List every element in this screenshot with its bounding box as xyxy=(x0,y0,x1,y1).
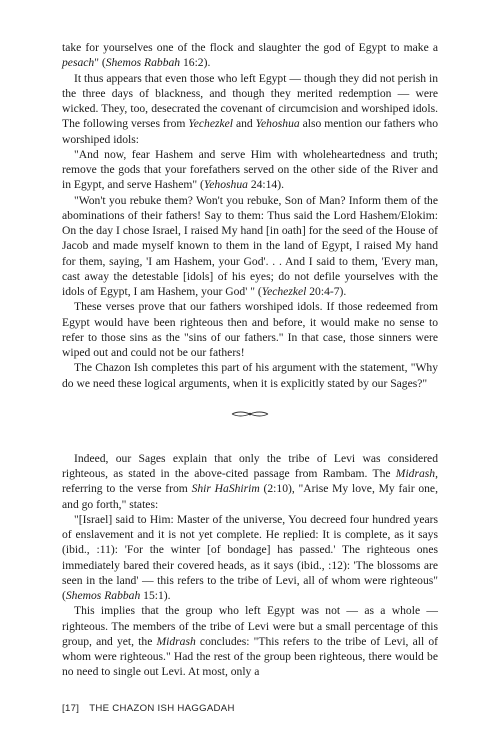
paragraph xyxy=(62,147,438,193)
text-run: concludes: "This refers to the tribe of Levi, all of whom were righteous." Had the rest of the group been righteous, there would be no need to single out Levi. At most, only a xyxy=(62,634,438,679)
text-run: take for yourselves one of the flock and slaughter the god of Egypt to make a xyxy=(62,41,438,54)
text-run: (2:10), "Arise My love, My fair one, and go forth," states: xyxy=(62,482,438,511)
section-divider-ornament xyxy=(62,407,438,417)
italic-text: Yechezkel xyxy=(261,285,307,298)
text-run: 20:4-7). xyxy=(306,285,347,298)
text-run: 15:1). xyxy=(140,589,171,602)
text-run: Indeed, our Sages explain that only the tribe of Levi was considered righteous, as stated in the above-cited passage from Rambam. The xyxy=(62,451,438,480)
text-section-top xyxy=(62,40,438,391)
italic-text: Yechezkel xyxy=(188,117,234,131)
italic-text: Shemos Rabbah xyxy=(105,56,181,70)
text-run: It thus appears that even those who left Egypt — though they did not perish in the three days of blackness, and though they merited redemption — were wicked. They, too, desecrated the covenant of circumcision and worshiped idols. The following verses from xyxy=(62,71,438,131)
page-footer xyxy=(62,703,235,714)
italic-text: Yehoshua xyxy=(255,117,300,131)
text-run: also mention our fathers who worshiped idols: xyxy=(62,117,439,146)
italic-text: Midrash xyxy=(156,634,196,648)
italic-text: Yehoshua xyxy=(203,178,248,192)
paragraph xyxy=(62,71,438,147)
paragraph xyxy=(62,512,438,604)
page-body xyxy=(62,40,438,680)
paragraph xyxy=(62,299,438,360)
paragraph xyxy=(62,603,438,679)
text-run: These verses prove that our fathers worshiped idols. If those redeemed from Egypt would have been righteous then and before, it would make no sense to refer to those sins as the "sins of our fathers." In that case, those sinners were wiped out and could not be our fathers! xyxy=(62,300,438,359)
text-run: "And now, fear Hashem and serve Him with wholeheartedness and truth; remove the gods that your forefathers served on the other side of the River and in Egypt, and serve Hashem" ( xyxy=(62,147,438,192)
running-title: THE CHAZON ISH HAGGADAH xyxy=(89,703,235,714)
page-number: [17] xyxy=(62,703,80,714)
text-run: " ( xyxy=(94,56,106,70)
text-run: The Chazon Ish completes this part of his argument with the statement, "Why do we need these logical arguments, when it is explicitly stated by our Sages?" xyxy=(62,361,438,390)
text-section-bottom xyxy=(62,451,438,680)
paragraph xyxy=(62,193,438,300)
text-run: This implies that the group who left Egypt was not — as a whole — righteous. The members of the tribe of Levi were but a small percentage of this group, and yet, the xyxy=(62,604,438,648)
ornament-icon xyxy=(230,410,270,418)
paragraph xyxy=(62,451,438,512)
paragraph xyxy=(62,40,438,71)
paragraph xyxy=(62,360,438,391)
italic-text: Shir HaShirim xyxy=(191,482,260,496)
text-run: 16:2). xyxy=(180,56,211,70)
text-run: , referring to the verse from xyxy=(62,467,438,496)
italic-text: pesach xyxy=(62,56,95,70)
text-run: "[Israel] said to Him: Master of the universe, You decreed four hundred years of enslavement and it is not yet complete. He replied: It is complete, as it says (ibid., :11): 'For the winter [of bondage] has passed.' The righteous ones immediately bared their covered heads, as it says (ibid., :12): 'The blossoms are seen in the land' — this refers to the tribe of Levi, all of whom were righteous" ( xyxy=(62,512,438,602)
italic-text: Shemos Rabbah xyxy=(65,589,141,602)
text-run: "Won't you rebuke them? Won't you rebuke, Son of Man? Inform them of the abominations of their fathers! Say to them: Thus said the Lord Hashem/Elokim: On the day I chose Israel, I raised My hand [in oath] for the seed of the House of Jacob and made myself known to them in the land of Egypt, I raised My hand for them, saying, 'I am Hashem, your God'. . . And I said to them, 'Every man, cast away the detestable [idols] of his eyes; do not defile yourselves with the idols of Egypt, I am Hashem, your God' " ( xyxy=(62,193,438,298)
italic-text: Midrash xyxy=(395,467,436,480)
text-run: 24:14). xyxy=(247,178,284,192)
text-run: and xyxy=(233,117,256,131)
